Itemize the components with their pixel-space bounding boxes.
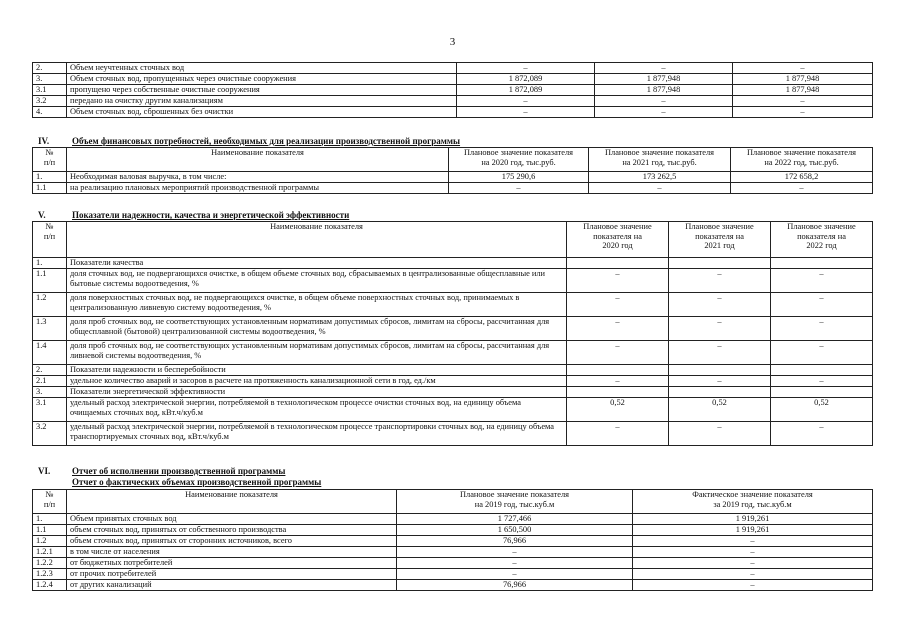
s5-row	[33, 398, 873, 422]
s4-header-2021: Плановое значение показателя на 2021 год, тыс.руб.	[589, 148, 731, 172]
s5-cell-v1	[567, 365, 669, 376]
s6-row	[33, 536, 873, 547]
top-row	[33, 107, 873, 118]
top-cell-v1: 1 872,089	[457, 85, 595, 96]
s6-cell-n: 1.1	[33, 525, 67, 536]
s6-cell-v1: 1 650,500	[397, 525, 633, 536]
s6-cell-n: 1.2.1	[33, 547, 67, 558]
s5-cell-v3: –	[771, 317, 873, 341]
s4-cell-n: 1.1	[33, 183, 67, 194]
s5-cell-name: Показатели надежности и бесперебойности	[67, 365, 567, 376]
s5-cell-v3	[771, 365, 873, 376]
top-cell-v2: 1 877,948	[595, 85, 733, 96]
s5-cell-name: удельный расход электрической энергии, потребляемой в технологическом процессе очистки сточных вод, на единицу объема очищаемых сточных вод, кВт.ч/куб.м	[67, 398, 567, 422]
s5-row	[33, 293, 873, 317]
top-cell-n: 2.	[33, 63, 67, 74]
s6-header-fact: Фактическое значение показателя за 2019 год, тыс.куб.м	[633, 490, 873, 514]
s5-header-n: № п/п	[33, 222, 67, 258]
s6-cell-v2: –	[633, 547, 873, 558]
s5-cell-v1: –	[567, 317, 669, 341]
s5-cell-name: удельный расход электрической энергии, потребляемой в технологическом процессе транспортировки сточных вод, на единицу объема транспортируемых сточных вод, кВт.ч/куб.м	[67, 422, 567, 446]
top-cell-n: 3.2	[33, 96, 67, 107]
top-cell-v3: –	[733, 107, 873, 118]
s5-row	[33, 341, 873, 365]
s5-cell-n: 1.2	[33, 293, 67, 317]
s4-cell-v3: –	[731, 183, 873, 194]
s6-cell-name: от других канализаций	[67, 580, 397, 591]
top-row	[33, 74, 873, 85]
s6-cell-n: 1.2	[33, 536, 67, 547]
top-cell-v3: –	[733, 96, 873, 107]
top-cell-n: 3.1	[33, 85, 67, 96]
s5-cell-v2: –	[669, 341, 771, 365]
s6-header-n: № п/п	[33, 490, 67, 514]
s5-cell-name: доля проб сточных вод, не соответствующих установленным нормативам допустимых сбросов, лимитам на сбросы, рассчитанная для общесплавной (бытовой) централизованной системы водоотведения, %	[67, 317, 567, 341]
section6-heading: Отчет об исполнении производственной программы	[72, 466, 286, 476]
table-top	[32, 62, 873, 118]
s5-cell-v3: –	[771, 341, 873, 365]
s5-cell-v1	[567, 258, 669, 269]
table-section6	[32, 489, 873, 591]
s5-row	[33, 317, 873, 341]
s5-cell-n: 1.1	[33, 269, 67, 293]
s5-cell-v1: –	[567, 341, 669, 365]
s6-cell-v1: –	[397, 569, 633, 580]
s6-row	[33, 514, 873, 525]
top-cell-v2: –	[595, 107, 733, 118]
s4-cell-v1: 175 290,6	[449, 172, 589, 183]
s5-cell-name: Показатели качества	[67, 258, 567, 269]
s5-cell-n: 1.	[33, 258, 67, 269]
s6-cell-v2: –	[633, 558, 873, 569]
s5-row	[33, 422, 873, 446]
s5-cell-v3	[771, 258, 873, 269]
s6-row	[33, 547, 873, 558]
s5-cell-v1: –	[567, 422, 669, 446]
section6-title	[38, 466, 285, 476]
s5-row	[33, 258, 873, 269]
s5-cell-name: доля поверхностных сточных вод, не подвергающихся очистке, в общем объеме поверхностных сточных вод, принимаемых в централизованную ливневую систему водоотведения, %	[67, 293, 567, 317]
s6-cell-n: 1.2.3	[33, 569, 67, 580]
s6-cell-v1: 76,966	[397, 580, 633, 591]
top-cell-v3: 1 877,948	[733, 85, 873, 96]
s5-cell-v1: 0,52	[567, 398, 669, 422]
s6-cell-n: 1.2.2	[33, 558, 67, 569]
s4-row	[33, 172, 873, 183]
s6-cell-v2: –	[633, 569, 873, 580]
s6-row	[33, 580, 873, 591]
s5-cell-v2	[669, 258, 771, 269]
section5-title	[38, 210, 349, 220]
top-cell-v1: –	[457, 107, 595, 118]
section5-heading: Показатели надежности, качества и энергетической эффективности	[72, 210, 350, 220]
top-cell-n: 3.	[33, 74, 67, 85]
top-row	[33, 96, 873, 107]
s6-cell-v1: 76,966	[397, 536, 633, 547]
s4-header-name: Наименование показателя	[67, 148, 449, 172]
s5-header-name: Наименование показателя	[67, 222, 567, 258]
top-cell-name: пропущено через собственные очистные сооружения	[67, 85, 457, 96]
s5-header-2022: Плановое значение показателя на 2022 год	[771, 222, 873, 258]
s5-cell-v2	[669, 365, 771, 376]
section4-number: IV.	[38, 136, 50, 146]
top-cell-name: Объем сточных вод, сброшенных без очистки	[67, 107, 457, 118]
s5-cell-v3: –	[771, 293, 873, 317]
s5-cell-v2	[669, 387, 771, 398]
s5-cell-v2: –	[669, 317, 771, 341]
page-number: 3	[449, 36, 456, 48]
top-cell-name: передано на очистку другим канализациям	[67, 96, 457, 107]
s5-cell-v3: –	[771, 376, 873, 387]
s5-cell-n: 3.2	[33, 422, 67, 446]
s5-cell-v2: –	[669, 376, 771, 387]
s6-cell-name: Объем принятых сточных вод	[67, 514, 397, 525]
s6-cell-v2: –	[633, 580, 873, 591]
s6-cell-v1: –	[397, 547, 633, 558]
s6-cell-n: 1.2.4	[33, 580, 67, 591]
table-section4	[32, 147, 873, 194]
top-row	[33, 85, 873, 96]
s6-header-name: Наименование показателя	[67, 490, 397, 514]
top-cell-name: Объем сточных вод, пропущенных через очистные сооружения	[67, 74, 457, 85]
top-cell-v2: –	[595, 96, 733, 107]
s4-cell-v2: 173 262,5	[589, 172, 731, 183]
s4-row	[33, 183, 873, 194]
s6-cell-name: объем сточных вод, принятых от сторонних источников, всего	[67, 536, 397, 547]
table-section5	[32, 221, 873, 446]
s5-cell-v3: –	[771, 269, 873, 293]
s6-cell-v1: –	[397, 558, 633, 569]
section6-number: VI.	[38, 466, 51, 476]
s5-cell-name: Показатели энергетической эффективности	[67, 387, 567, 398]
s6-cell-name: от прочих потребителей	[67, 569, 397, 580]
s5-cell-name: доля сточных вод, не подвергающихся очистке, в общем объеме сточных вод, сбрасываемых в централизованные общесплавные или бытовые системы водоотведения, %	[67, 269, 567, 293]
s5-cell-name: удельное количество аварий и засоров в расчете на протяженность канализационной сети в год, ед./км	[67, 376, 567, 387]
s5-cell-n: 1.3	[33, 317, 67, 341]
section5-number: V.	[38, 210, 46, 220]
s5-cell-v3: 0,52	[771, 398, 873, 422]
s5-cell-n: 1.4	[33, 341, 67, 365]
s6-cell-name: объем сточных вод, принятых от собственного производства	[67, 525, 397, 536]
s5-row	[33, 269, 873, 293]
s5-cell-n: 3.1	[33, 398, 67, 422]
s6-cell-name: от бюджетных потребителей	[67, 558, 397, 569]
s5-cell-v2: 0,52	[669, 398, 771, 422]
s5-cell-v2: –	[669, 422, 771, 446]
s5-header-2020: Плановое значение показателя на 2020 год	[567, 222, 669, 258]
s6-cell-v1: 1 727,466	[397, 514, 633, 525]
s5-row	[33, 365, 873, 376]
top-cell-n: 4.	[33, 107, 67, 118]
s4-header-2022: Плановое значение показателя на 2022 год, тыс.руб.	[731, 148, 873, 172]
s6-row	[33, 525, 873, 536]
s4-cell-v1: –	[449, 183, 589, 194]
top-cell-v2: –	[595, 63, 733, 74]
top-cell-v3: –	[733, 63, 873, 74]
s5-cell-v3: –	[771, 422, 873, 446]
s6-cell-name: в том числе от населения	[67, 547, 397, 558]
top-cell-v2: 1 877,948	[595, 74, 733, 85]
s6-row	[33, 569, 873, 580]
top-cell-v1: –	[457, 63, 595, 74]
s5-cell-v2: –	[669, 269, 771, 293]
top-cell-v3: 1 877,948	[733, 74, 873, 85]
top-row	[33, 63, 873, 74]
s4-cell-n: 1.	[33, 172, 67, 183]
s5-header-2021: Плановое значение показателя на 2021 год	[669, 222, 771, 258]
s5-cell-n: 3.	[33, 387, 67, 398]
s6-cell-v2: 1 919,261	[633, 514, 873, 525]
s5-cell-n: 2.1	[33, 376, 67, 387]
s5-cell-v1	[567, 387, 669, 398]
section6-subtitle: Отчет о фактических объемах производственной программы	[72, 477, 322, 487]
s4-cell-v2: –	[589, 183, 731, 194]
s6-row	[33, 558, 873, 569]
s4-cell-name: на реализацию плановых мероприятий производственной программы	[67, 183, 449, 194]
top-cell-v1: –	[457, 96, 595, 107]
s5-cell-name: доля проб сточных вод, не соответствующих установленным нормативам допустимых сбросов, лимитам на сбросы, рассчитанная для ливневой системы водоотведения, %	[67, 341, 567, 365]
s6-header-plan: Плановое значение показателя на 2019 год, тыс.куб.м	[397, 490, 633, 514]
s4-cell-name: Необходимая валовая выручка, в том числе:	[67, 172, 449, 183]
s6-cell-v2: –	[633, 536, 873, 547]
top-cell-v1: 1 872,089	[457, 74, 595, 85]
s6-cell-v2: 1 919,261	[633, 525, 873, 536]
s5-cell-v1: –	[567, 376, 669, 387]
s5-cell-v1: –	[567, 293, 669, 317]
s5-cell-v1: –	[567, 269, 669, 293]
s5-row	[33, 387, 873, 398]
s5-cell-v2: –	[669, 293, 771, 317]
s4-cell-v3: 172 658,2	[731, 172, 873, 183]
s5-row	[33, 376, 873, 387]
section4-heading: Объем финансовых потребностей, необходимых для реализации производственной программы	[72, 136, 461, 146]
s6-cell-n: 1.	[33, 514, 67, 525]
s5-cell-v3	[771, 387, 873, 398]
top-cell-name: Объем неучтенных сточных вод	[67, 63, 457, 74]
section4-title	[38, 136, 460, 146]
s4-header-n: № п/п	[33, 148, 67, 172]
s4-header-2020: Плановое значение показателя на 2020 год, тыс.руб.	[449, 148, 589, 172]
s5-cell-n: 2.	[33, 365, 67, 376]
